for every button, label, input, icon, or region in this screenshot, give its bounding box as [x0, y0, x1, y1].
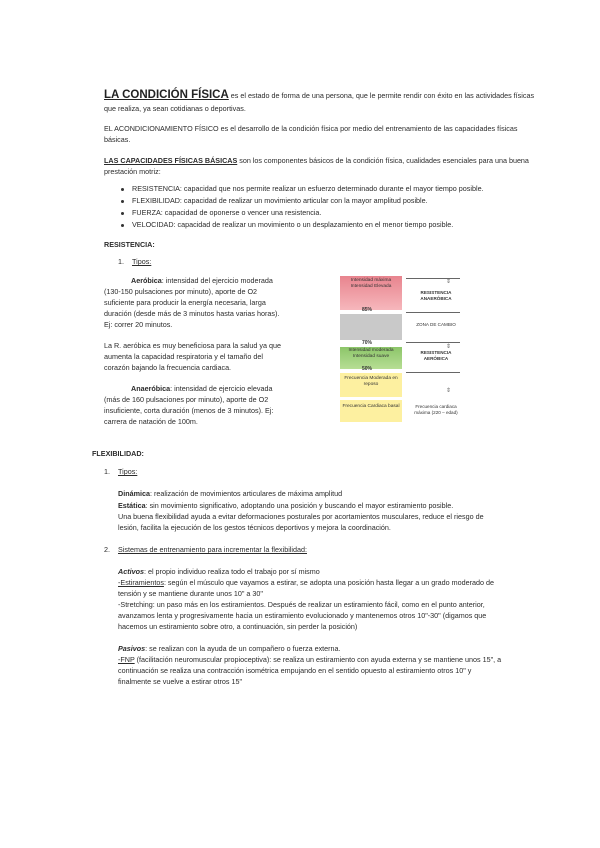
estatica-line	[118, 501, 453, 512]
label-frecuencia-maxima: Frecuencia cardiaca máxima (220 – edad)	[414, 404, 458, 415]
list-item-flexibilidad: FLEXIBILIDAD: capacidad de realizar un movimiento articular con la mayor amplitud posible.	[132, 196, 428, 205]
sistemas-number: 2.	[104, 545, 110, 554]
fnp-term: -FNP	[118, 655, 135, 664]
list-item-resistencia: RESISTENCIA: capacidad que nos permite realizar un esfuerzo determinado durante el mayor tiempo posible.	[132, 184, 484, 193]
dinamica-term: Dinámica	[118, 489, 150, 498]
list-item-velocidad: VELOCIDAD: capacidad de realizar un movimiento o un desplazamiento en el menor tiempo posible.	[132, 220, 454, 229]
zone-change	[340, 314, 402, 340]
flexibilidad-tipos-label: Tipos:	[118, 467, 138, 476]
label-resistencia-anaerobica: RESISTENCIA ANAERÓBICA	[420, 290, 452, 301]
arrow-updown-icon: ⇕	[446, 388, 452, 394]
label-zona-de-cambio: ZONA DE CAMBIO	[416, 322, 456, 327]
percent-50: 50%	[362, 366, 373, 372]
beneficio-line-2: aumenta la capacidad respiratoria y el tamaño del	[104, 352, 264, 361]
aerobica-line-5: Ej: correr 20 minutos.	[104, 320, 173, 329]
resistencia-tipos-number: 1.	[118, 257, 124, 266]
anaerobica-text: : intensidad de ejercicio elevada	[170, 384, 273, 393]
bullet-dot	[121, 212, 124, 215]
estiramientos-term: -Estiramientos	[118, 578, 164, 587]
pasivos-text: : se realizan con la ayuda de un compañero o fuerza externa.	[145, 644, 341, 653]
fnp-line-1	[118, 655, 501, 666]
fnp-line-3: finalmente se vuelve a estirar otros 15"	[118, 677, 243, 686]
dinamica-line	[118, 489, 342, 500]
anaerobica-line-1	[131, 384, 272, 395]
buena-line-2: lesión, facilita la ejecución de los gestos técnicos deportivos y mejora la coordinación.	[118, 523, 391, 532]
zone-basal	[340, 400, 402, 422]
arrow-up-icon: ⇕	[446, 279, 452, 285]
resistencia-tipos-label: Tipos:	[132, 257, 152, 266]
aerobica-line-3: suficiente para producir la energía necesaria, larga	[104, 298, 266, 307]
buena-line-1: Una buena flexibilidad ayuda a evitar deformaciones posturales por acortamientos musculares, reduce el riesgo de	[118, 512, 484, 521]
heart-rate-zone-chart	[340, 276, 462, 428]
beneficio-line-3: corazón bajando la frecuencia cardiaca.	[104, 363, 232, 372]
page-title: LA CONDICIÓN FÍSICA	[104, 89, 229, 101]
estatica-text: : sin movimiento significativo, adoptando una posición y buscando el mayor estiramiento posible.	[145, 501, 454, 510]
zone-max-intensity	[340, 276, 402, 310]
anaerobica-line-2: (más de 160 pulsaciones por minuto), aporte de O2	[104, 395, 269, 404]
zone-rest	[340, 373, 402, 397]
estatica-term: Estática	[118, 501, 146, 510]
percent-85: 85%	[362, 307, 373, 313]
zone-rest-label: Frecuencia Moderada en reposo	[344, 376, 398, 387]
flexibilidad-tipos-number: 1.	[104, 467, 110, 476]
stretching-line-2: avanzamos lenta y progresivamente hacia un estiramiento evolucionado y mantenemos otros 10"-30" (digamos que	[118, 611, 487, 620]
acondicionamiento-line-2: básicas.	[104, 135, 131, 144]
capacidades-term: LAS CAPACIDADES FÍSICAS BÁSICAS	[104, 156, 238, 165]
anaerobica-line-4: carrera de natación de 100m.	[104, 417, 198, 426]
aerobica-text: : intensidad del ejercicio moderada	[161, 276, 273, 285]
capacidades-line-1	[104, 156, 529, 167]
zone-basal-label: Frecuencia Cardiaca basal	[342, 404, 400, 409]
bullet-dot	[121, 188, 124, 191]
anaerobica-term: Anaeróbica	[131, 384, 171, 393]
stretching-line-1: -Stretching: un paso más en los estiramientos. Después de realizar un estiramiento fácil, como en el punto anterior,	[118, 600, 485, 609]
beneficio-line-1: La R. aeróbica es muy beneficiosa para la salud ya que	[104, 341, 281, 350]
sistemas-label: Sistemas de entrenamiento para incrementar la flexibilidad:	[118, 545, 307, 554]
estiramientos-line-2: tensión y se mantiene durante unos 10" a 30"	[118, 589, 263, 598]
label-resistencia-aerobica: RESISTENCIA AERÓBICA	[420, 350, 452, 361]
capacidades-line-2: prestación motriz:	[104, 167, 161, 176]
flexibilidad-heading: FLEXIBILIDAD:	[92, 449, 144, 458]
zone-max-label: Intensidad máxima Intensidad Elevada	[350, 278, 392, 289]
divider-line	[406, 312, 460, 313]
zone-moderate-label: Intensidad moderada Intensidad suave	[348, 348, 394, 359]
divider-line	[406, 372, 460, 373]
pasivos-term: Pasivos	[118, 644, 146, 653]
fnp-text: (facilitación neuromuscular propioceptiva): se realiza un estiramiento con ayuda externa y se mantiene unos 15", a	[134, 655, 502, 664]
capacidades-definition: son los componentes básicos de la condición física, cualidades esenciales para una buena	[237, 156, 529, 165]
pasivos-line	[118, 644, 341, 655]
stretching-line-3: hacemos un estiramiento sobre otro, a continuación, sin perder la posición)	[118, 622, 358, 631]
activos-term: Activos	[118, 567, 144, 576]
title-continuation-line: que realiza, ya sean cotidianas o deportivas.	[104, 104, 246, 113]
arrow-updown-icon: ⇕	[446, 344, 452, 350]
dinamica-text: : realización de movimientos articulares de máxima amplitud	[149, 489, 343, 498]
estiramientos-line-1	[118, 578, 494, 589]
fnp-line-2: continuación se realiza una contracción isométrica empujando en el sentido opuesto al estiramiento otros 10" y	[118, 666, 472, 675]
activos-text: : el propio individuo realiza todo el trabajo por sí mismo	[143, 567, 320, 576]
aerobica-line-2: (130-150 pulsaciones por minuto), aporte de O2	[104, 287, 258, 296]
bullet-dot	[121, 200, 124, 203]
bullet-dot	[121, 224, 124, 227]
title-continuation: es el estado de forma de una persona, que le permite rendir con éxito en las actividades físicas	[228, 91, 535, 100]
activos-line	[118, 567, 320, 578]
divider-line	[406, 278, 460, 279]
divider-line	[406, 342, 460, 343]
estiramientos-text: : según el músculo que vayamos a estirar, se adopta una posición hasta llegar a un grado moderado de	[163, 578, 494, 587]
aerobica-line-1	[131, 276, 273, 287]
resistencia-heading: RESISTENCIA:	[104, 240, 155, 249]
anaerobica-line-3: insuficiente, corta duración (menos de 3 minutos). Ej:	[104, 406, 274, 415]
aerobica-term: Aeróbica	[131, 276, 162, 285]
acondicionamiento-line-1: EL ACONDICIONAMIENTO FÍSICO es el desarrollo de la condición física por medio del entrenamiento de las capacidades físicas	[104, 124, 518, 133]
intro-line	[104, 90, 534, 102]
list-item-fuerza: FUERZA: capacidad de oponerse o vencer una resistencia.	[132, 208, 322, 217]
aerobica-line-4: duración (desde más de 3 minutos hasta varias horas).	[104, 309, 280, 318]
percent-70: 70%	[362, 340, 373, 346]
